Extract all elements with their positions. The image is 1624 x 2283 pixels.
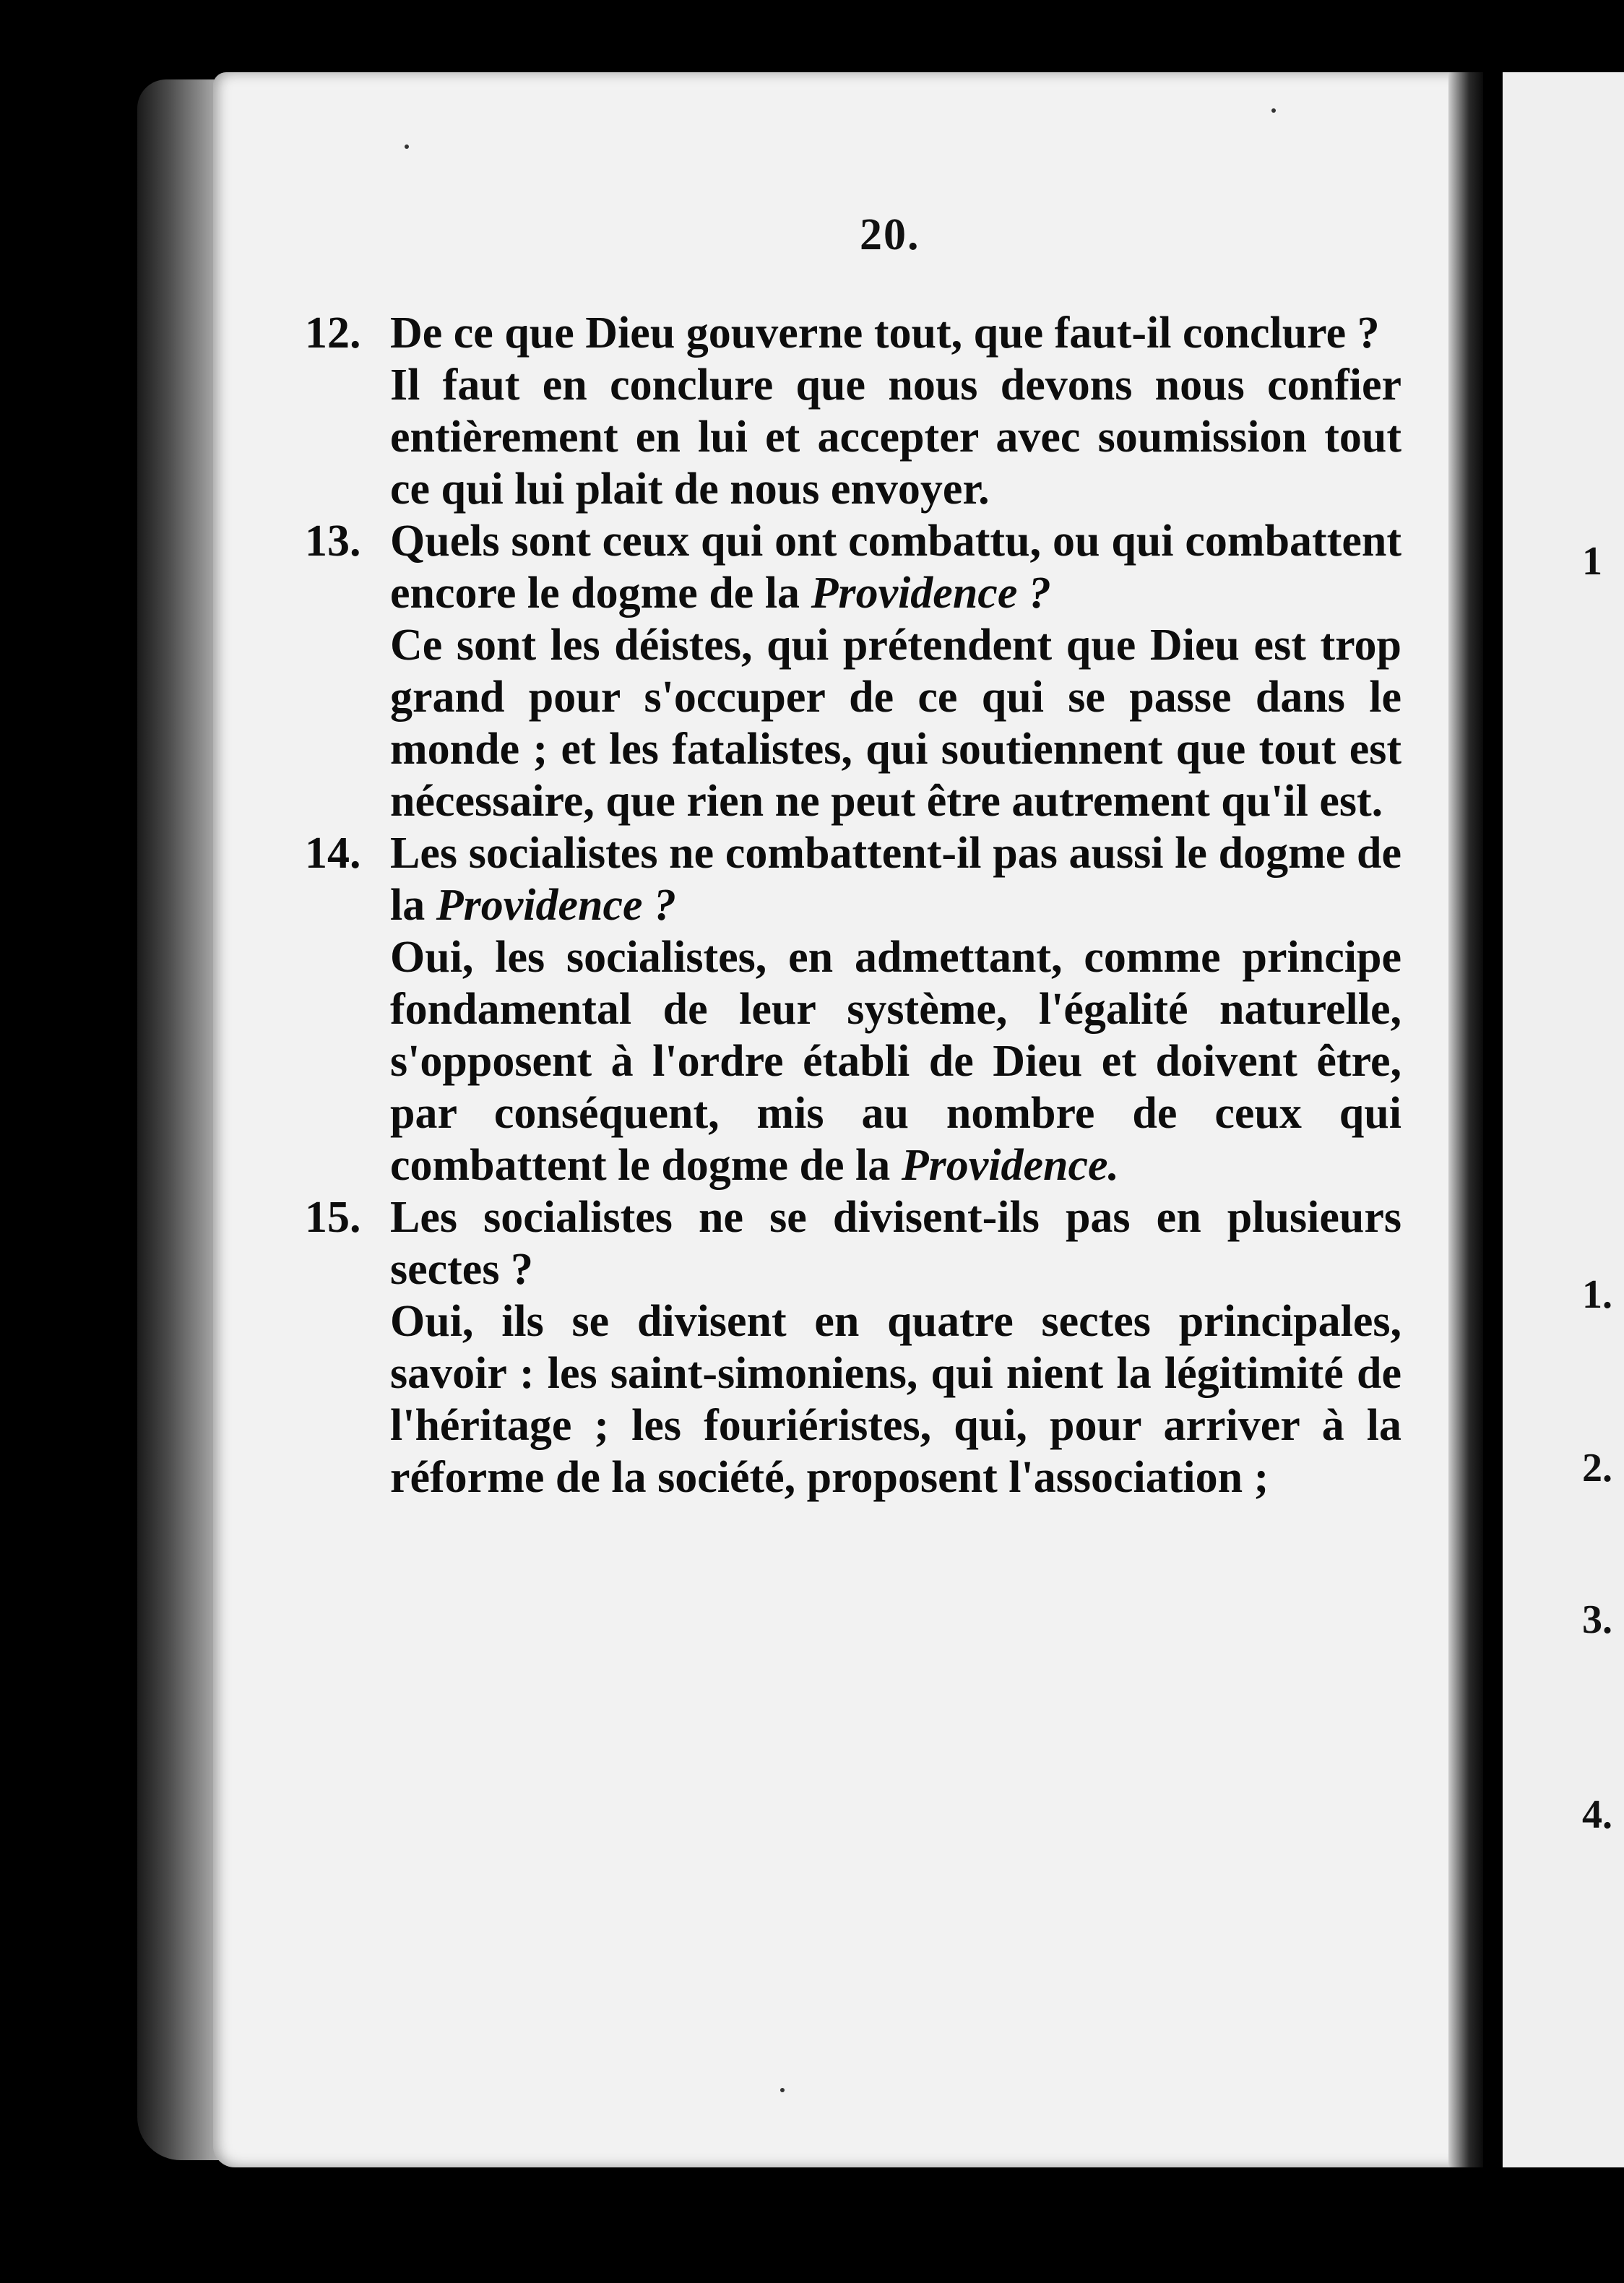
paper-speck <box>1271 108 1276 113</box>
facing-page-fragment: 2. <box>1582 1446 1612 1490</box>
paper-speck <box>780 2088 785 2092</box>
entry-14 <box>305 827 1401 1191</box>
page-number: 20. <box>860 210 920 259</box>
entry-number: 14. <box>305 829 361 878</box>
question <box>390 827 1401 931</box>
page-gutter <box>1448 72 1483 2167</box>
entry-13 <box>305 515 1401 827</box>
entry-12 <box>305 307 1401 515</box>
entry-number: 12. <box>305 308 361 358</box>
facing-page-edge <box>1503 72 1624 2167</box>
catechism-text <box>305 307 1401 1503</box>
question: De ce que Dieu gouverne tout, que faut-il conclure ? <box>390 308 1380 358</box>
question: Les socialistes ne se divisent-ils pas en plusieurs sectes ? <box>390 1193 1401 1294</box>
entry-15 <box>305 1191 1401 1503</box>
question-italic: Providence ? <box>811 569 1051 618</box>
question-text: Quels sont ceux qui ont combattu, ou qui combattent encore le dogme de la <box>390 517 1401 618</box>
book-spine <box>137 79 224 2160</box>
paper-speck <box>405 144 409 149</box>
facing-page-fragment: 3. <box>1582 1597 1612 1642</box>
entry-number: 13. <box>305 517 361 566</box>
answer: Il faut en conclure que nous devons nous confier entièrement en lui et accepter avec soumission tout ce qui lui plait de nous envoyer. <box>390 361 1401 514</box>
question <box>390 515 1401 619</box>
entry-number: 15. <box>305 1193 361 1242</box>
answer-italic: Providence. <box>901 1141 1119 1190</box>
question-text: Les socialistes ne combattent-il pas aussi le dogme de la <box>390 829 1401 930</box>
answer-text: Oui, les socialistes, en admettant, comme principe fondamental de leur système, l'égalité naturelle, s'opposent à l'ordre établi de Dieu et doivent être, par conséquent, mis au nombre de ceux qui combattent le dogme de la <box>390 933 1401 1190</box>
answer <box>390 931 1401 1191</box>
facing-page-fragment: 1 <box>1582 539 1602 584</box>
facing-page-fragment: 4. <box>1582 1792 1612 1837</box>
facing-page-fragment: 1. <box>1582 1272 1612 1317</box>
question-italic: Providence ? <box>436 881 677 930</box>
answer: Ce sont les déistes, qui prétendent que Dieu est trop grand pour s'occuper de ce qui se passe dans le monde ; et les fatalistes, qui soutiennent que tout est nécessaire, que rien ne peut être autrement qu'il est. <box>390 621 1401 826</box>
answer: Oui, ils se divisent en quatre sectes principales, savoir : les saint-simoniens, qui nient la légitimité de l'héritage ; les fouriéristes, qui, pour arriver à la réforme de la société, proposent l'association ; <box>390 1297 1401 1502</box>
